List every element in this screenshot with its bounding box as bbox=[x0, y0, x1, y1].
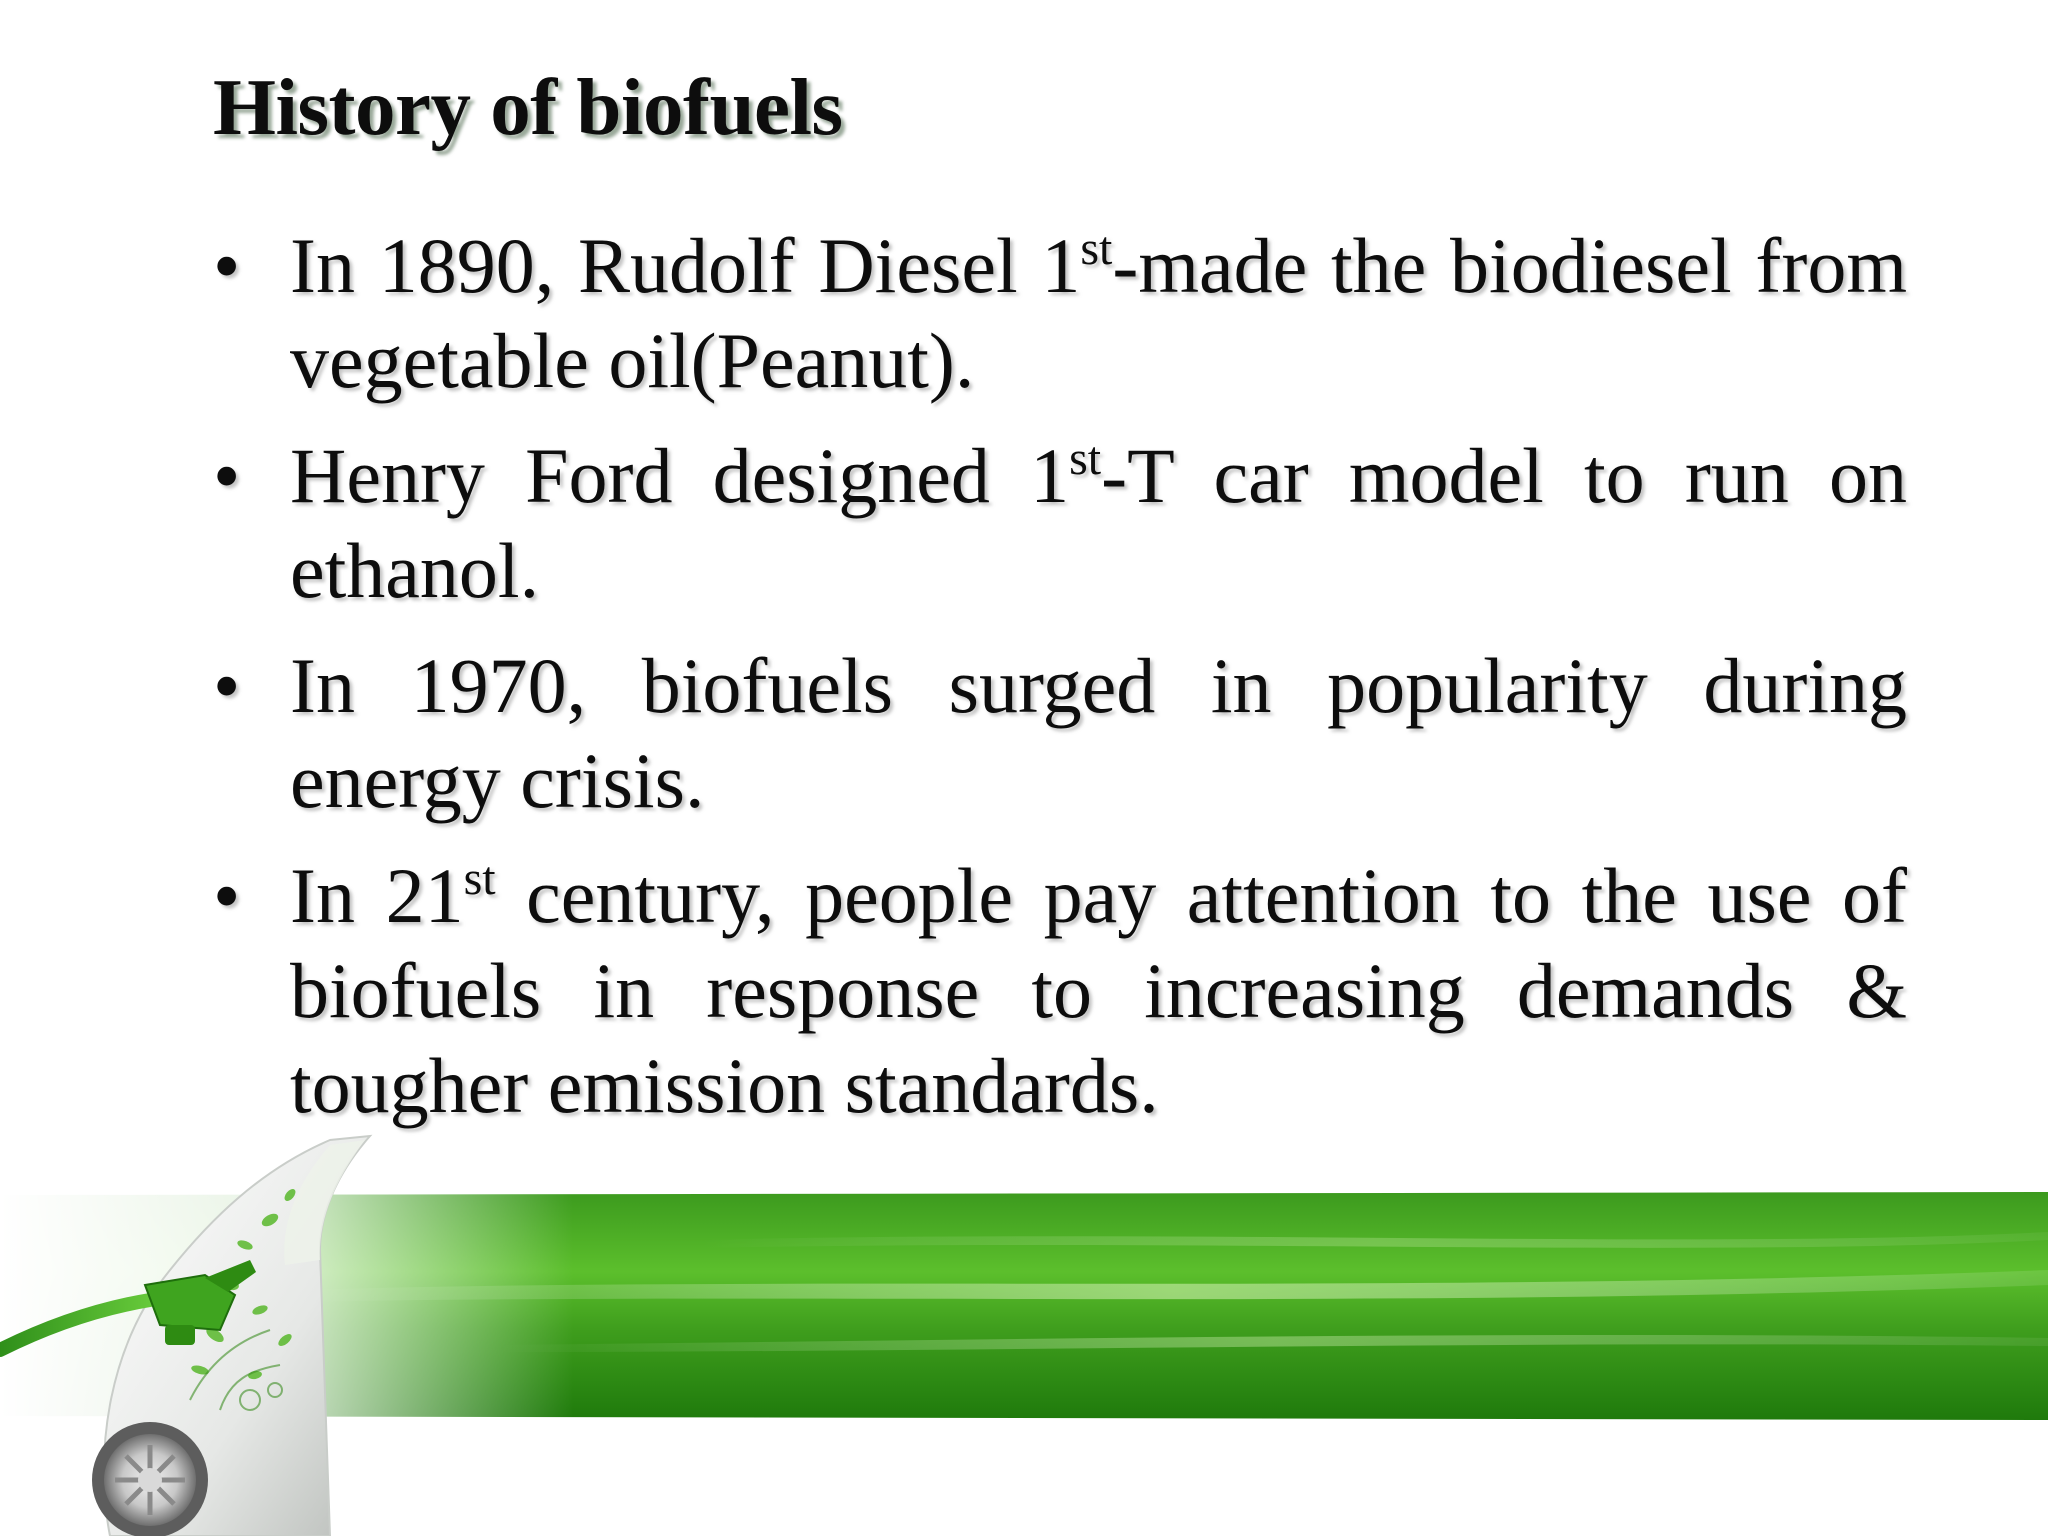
bullet-marker: • bbox=[213, 432, 241, 519]
bullet-item bbox=[213, 218, 1907, 408]
bullet-marker: • bbox=[213, 852, 241, 939]
bullet-item bbox=[213, 428, 1907, 618]
bullet-list bbox=[213, 218, 1907, 1153]
bullet-item bbox=[213, 848, 1907, 1133]
car-fuel-nozzle-icon bbox=[0, 1100, 480, 1536]
bullet-marker: • bbox=[213, 222, 241, 309]
bullet-text: In 21st century, people pay attention to the use of biofuels in response to increasing demands & tougher emission standards. bbox=[290, 852, 1908, 1129]
slide-title: History of biofuels bbox=[213, 62, 843, 152]
bullet-item bbox=[213, 638, 1907, 828]
bullet-text: In 1890, Rudolf Diesel 1st-made the biodiesel from vegetable oil(Peanut). bbox=[290, 222, 1907, 404]
bullet-text: In 1970, biofuels surged in popularity during energy crisis. bbox=[290, 642, 1907, 824]
bullet-text: Henry Ford designed 1st-T car model to run on ethanol. bbox=[290, 432, 1907, 614]
bullet-marker: • bbox=[213, 642, 241, 729]
